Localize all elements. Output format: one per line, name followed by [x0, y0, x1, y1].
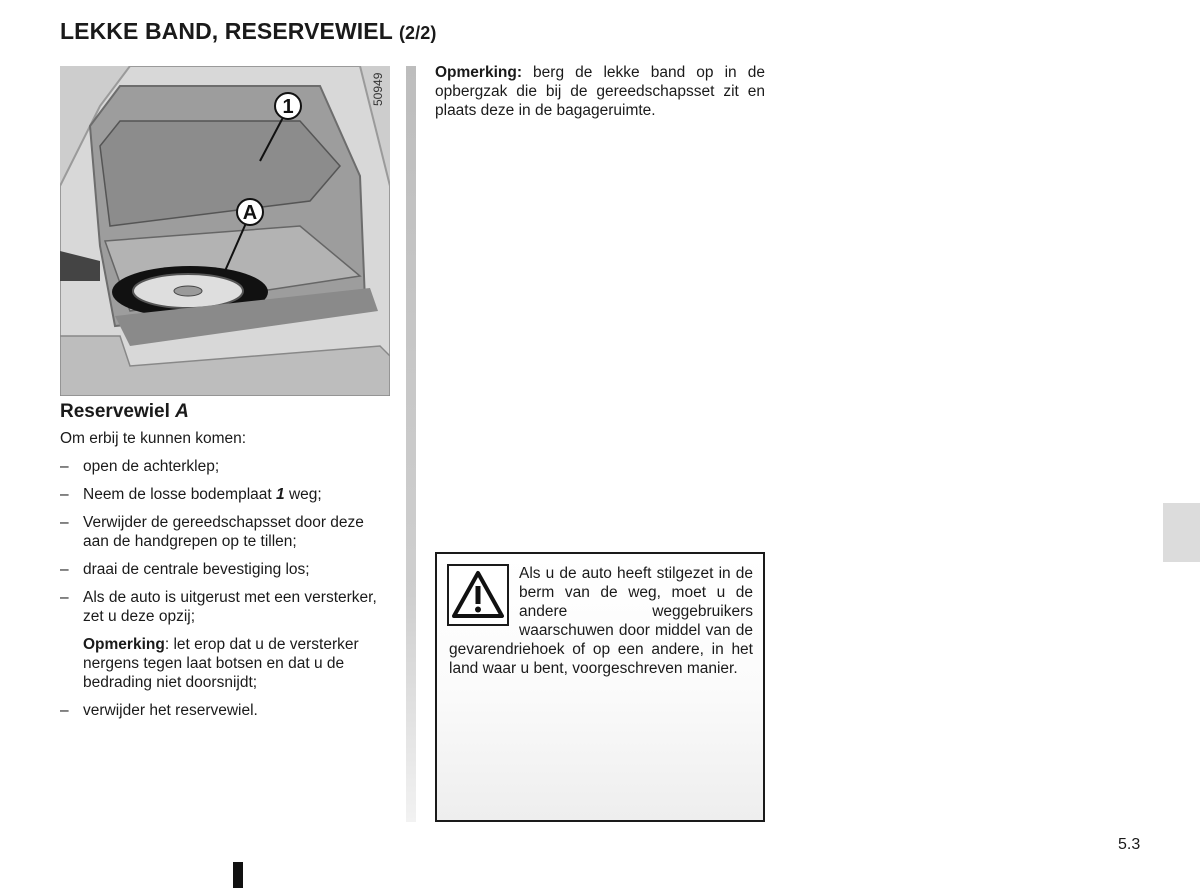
amplifier-note — [60, 635, 392, 692]
callout-1-label: 1 — [282, 96, 294, 118]
list-dash: – — [60, 589, 69, 606]
list-item-text: Als de auto is uitgerust met een versterker, zet u deze opzij; — [83, 589, 377, 625]
list-item — [60, 485, 392, 504]
storage-note — [435, 63, 765, 120]
list-item-text: Verwijder de gereedschapsset door deze aan de handgrepen op te tillen; — [83, 514, 364, 550]
section-heading — [60, 402, 392, 421]
list-item — [60, 588, 392, 626]
list-item — [60, 701, 392, 720]
column-divider — [406, 66, 416, 822]
car-boot-drawing — [60, 66, 390, 396]
list-item — [60, 457, 392, 476]
storage-note-text: berg de lekke band op in de opbergzak die bij de gereedschapsset zit en plaats deze in de bagageruimte. — [435, 64, 765, 119]
warning-text-block — [449, 564, 753, 678]
callout-a-label: A — [242, 202, 258, 224]
section-heading-ref: A — [175, 401, 189, 422]
list-item — [60, 513, 392, 551]
figure-reference-number: 50949 — [371, 72, 385, 106]
list-dash: – — [60, 486, 69, 503]
list-item-text-post: weg; — [284, 486, 322, 503]
section-heading-text: Reservewiel — [60, 401, 176, 422]
list-dash: – — [60, 561, 69, 578]
spare-wheel-illustration — [60, 66, 390, 396]
list-item — [60, 560, 392, 579]
warning-text: Als u de auto heeft stilgezet in de berm van de weg, moet u de andere weggebruikers waarschuwen door middel van de gevarendriehoek of op een andere, in het land waar u bent, voorgeschreven manier. — [449, 565, 753, 677]
page-title-text: LEKKE BAND, RESERVEWIEL — [60, 18, 393, 44]
page-title — [60, 18, 436, 45]
page-number: 5.3 — [1118, 836, 1141, 853]
print-mark — [233, 862, 243, 888]
page-fraction: (2/2) — [398, 23, 437, 43]
note-text: : let erop dat u de versterker nergens tegen laat botsen en dat u de bedrading niet doorsnijdt; — [83, 636, 359, 691]
storage-note-label: Opmerking: — [435, 64, 522, 81]
list-item-text: draai de centrale bevestiging los; — [83, 561, 310, 578]
list-dash: – — [60, 458, 69, 475]
list-dash: – — [60, 702, 69, 719]
list-dash: – — [60, 514, 69, 531]
list-item-text-pre: Neem de losse bodemplaat — [83, 486, 277, 503]
intro-text: Om erbij te kunnen komen: — [60, 430, 247, 447]
left-column — [60, 400, 392, 729]
list-item-ref: 1 — [276, 486, 285, 503]
list-item-text: verwijder het reservewiel. — [83, 702, 258, 719]
chapter-tab — [1163, 503, 1200, 562]
list-item-text: open de achterklep; — [83, 458, 220, 475]
note-label: Opmerking — [83, 636, 165, 653]
warning-box — [435, 552, 765, 822]
